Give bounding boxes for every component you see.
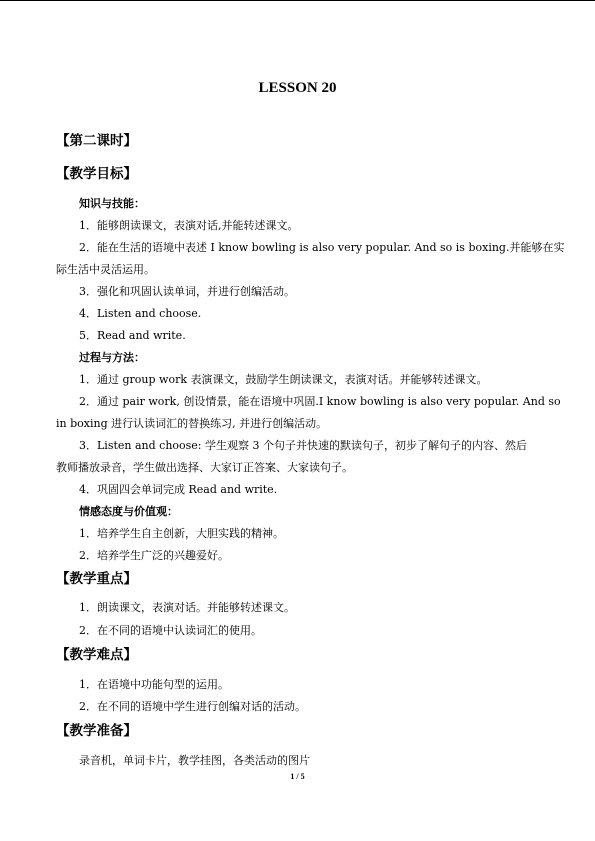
process-item-4: 4．巩固四会单词完成 Read and write. (79, 483, 278, 496)
knowledge-item-4: 4．Listen and choose. (79, 307, 202, 320)
section-key-points-heading: 【教学重点】 (56, 571, 137, 587)
difficulty-1: 1．在语境中功能句型的运用。 (79, 678, 229, 691)
process-methods-heading: 过程与方法： (79, 351, 145, 364)
section-difficulties-heading: 【教学难点】 (56, 647, 137, 663)
knowledge-item-1: 1．能够朗读课文，表演对话,并能转述课文。 (79, 219, 299, 232)
preparation-materials: 录音机，单词卡片，教学挂图，各类活动的图片 (79, 754, 310, 767)
process-item-2-continued: in boxing 进行认读词汇的替换练习, 并进行创编活动。 (56, 417, 328, 430)
page-number: 1 / 5 (290, 772, 305, 781)
section-period-heading: 【第二课时】 (56, 133, 137, 149)
section-preparation-heading: 【教学准备】 (56, 723, 137, 739)
attitude-item-1: 1．培养学生自主创新，大胆实践的精神。 (79, 527, 284, 540)
page-top-rule (0, 0, 595, 1)
process-item-3: 3．Listen and choose: 学生观察 3 个句子并快速的默读句子，初步了解句子的内容、然后 (79, 439, 527, 452)
knowledge-skills-heading: 知识与技能： (79, 197, 145, 210)
key-point-1: 1．朗读课文，表演对话。并能够转述课文。 (79, 601, 295, 614)
process-item-1: 1．通过 group work 表演课文，鼓励学生朗读课文，表演对话。并能够转述课文。 (79, 373, 488, 386)
knowledge-item-5: 5．Read and write. (79, 329, 186, 342)
process-item-3-continued: 教师播放录音，学生做出选择、大家订正答案、大家读句子。 (56, 461, 353, 474)
attitude-values-heading: 情感态度与价值观： (79, 505, 178, 518)
lesson-title: LESSON 20 (258, 80, 337, 96)
knowledge-item-2-continued: 际生活中灵活运用。 (56, 263, 155, 276)
key-point-2: 2．在不同的语境中认读词汇的使用。 (79, 624, 262, 637)
attitude-item-2: 2．培养学生广泛的兴趣爱好。 (79, 549, 229, 562)
knowledge-item-3: 3．强化和巩固认读单词，并进行创编活动。 (79, 285, 295, 298)
process-item-2: 2．通过 pair work, 创设情景，能在语境中巩固.I know bowling is also very popular. And so (79, 395, 561, 408)
difficulty-2: 2．在不同的语境中学生进行创编对话的活动。 (79, 700, 306, 713)
knowledge-item-2: 2．能在生活的语境中表述 I know bowling is also very popular. And so is boxing.并能够在实 (79, 241, 565, 254)
section-objectives-heading: 【教学目标】 (56, 166, 137, 182)
